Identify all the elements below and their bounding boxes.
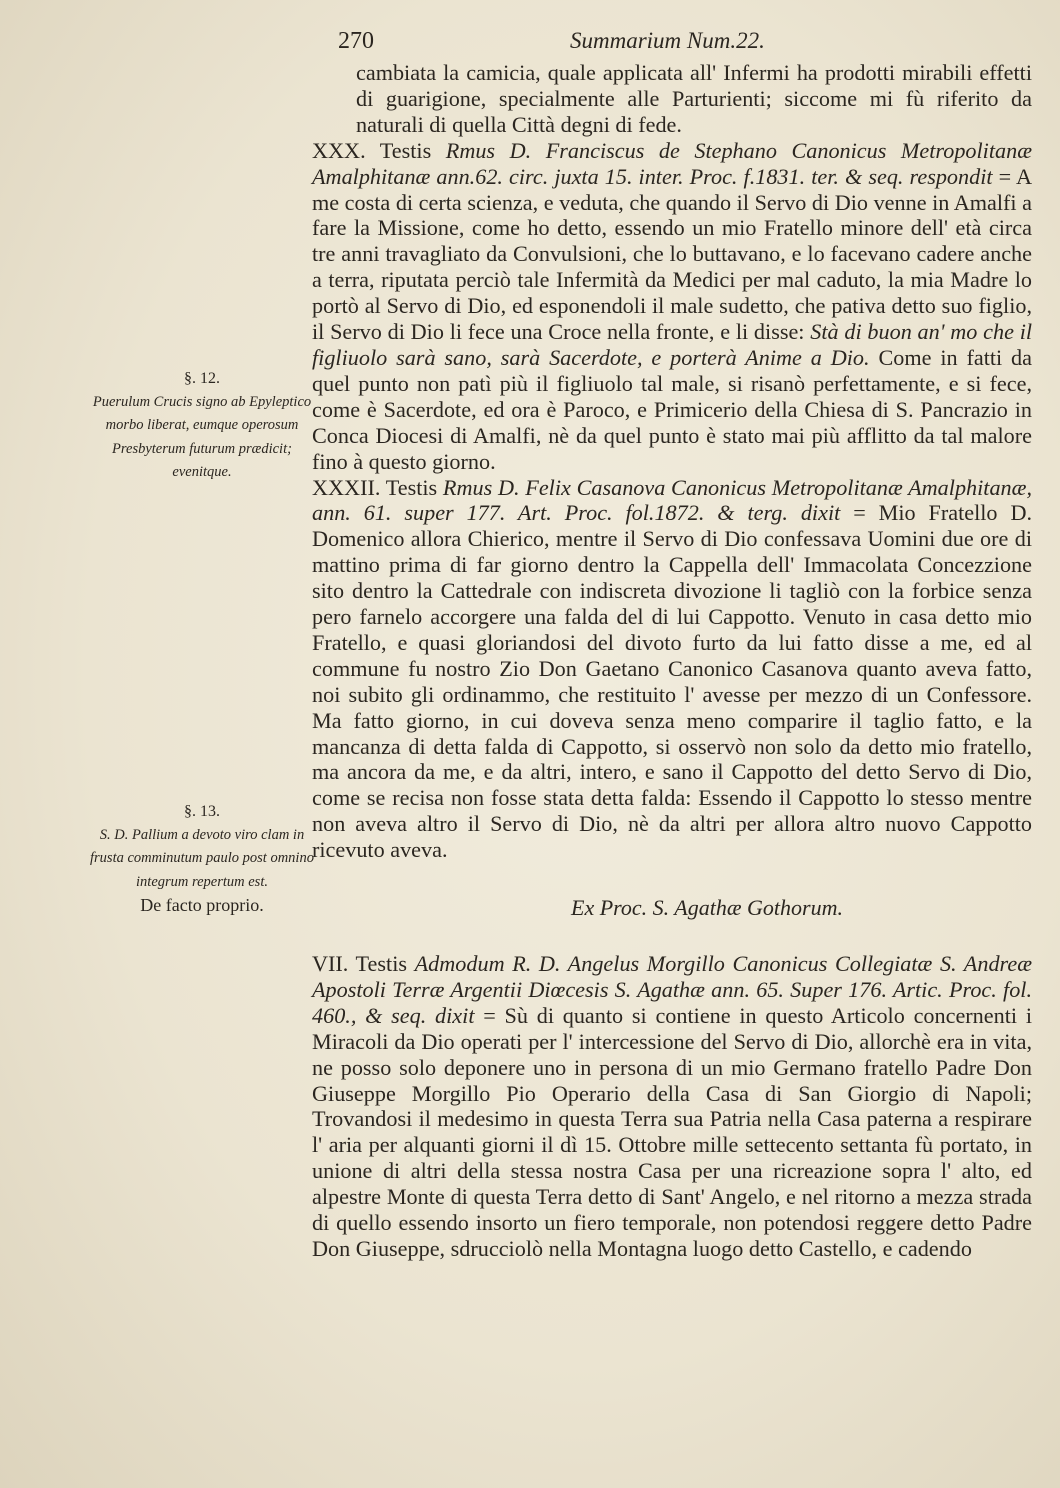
latin-citation: Rmus D. Felix Casanova Canonicus Metropolitanæ Amalphitanæ, ann. 61. super 177. Art. Proc. fol.1872. & terg. dixit xyxy=(312,474,1032,526)
margin-summary: S. D. Pallium a devoto viro clam in frusta comminutum paulo post omnino integrum repertum est. xyxy=(90,826,314,890)
margin-summary: Puerulum Crucis signo ab Epyleptico morbo liberat, eumque operosum Presbyterum futurum prædicit; evenitque. xyxy=(92,393,312,480)
quoted-prophecy: Stà di buon an' mo che il figliuolo sarà sano, sarà Sacerdote, e porterà Anime a Dio. xyxy=(312,319,1033,370)
testimony-xxx xyxy=(312,138,1032,475)
testis-label: XXXII. Testis xyxy=(312,474,438,500)
page-header xyxy=(338,26,1028,62)
testis-label: XXX. Testis xyxy=(312,137,432,163)
testis-label: VII. Testis xyxy=(312,951,408,976)
testimony-text: = Sù di quanto si contiene in questo Articolo concernenti i Miracoli da Dio operati per l' intercessione del Servo di Dio, allorchè era in vita, ne posso solo deponere uno in persona di un mio Germano fratello Padre Don Giuseppe Morgillo Pio Operario della Casa di San Giorgio di Napoli; Trovandosi il medesimo in questa Terra sua Patria nella Casa paterna a respirare l' aria per alquanti giorni il dì 15. Ottobre mille settecento settanta fù portato, in unione di altri della stessa nostra Casa per una ricreazione sopra l' alto, ed alpestre Monte di questa Terra detto di Sant' Angelo, e nel ritorno a mezza strada di quello essendo insorto un fiero temporale, non potendosi reggere detto Padre Don Giuseppe, sdrucciolò nella Montagna luogo detto Castello, e cadendo xyxy=(312,1002,1032,1261)
testimony-xxxii xyxy=(312,475,1032,864)
main-text-column xyxy=(312,60,1032,1262)
margin-note-13 xyxy=(84,800,320,918)
running-title: Summarium Num.22. xyxy=(570,28,765,53)
section-number: §. 12. xyxy=(184,370,220,387)
margin-source-note: De facto proprio. xyxy=(140,895,264,915)
section-subheading: Ex Proc. S. Agathæ Gothorum. xyxy=(571,895,843,921)
margin-note-12 xyxy=(84,367,320,485)
latin-citation: Rmus D. Franciscus de Stephano Canonicus Metropolitanæ Amalphitanæ ann.62. circ. juxta 15. inter. Proc. f.1831. ter. & seq. respondit xyxy=(312,137,1032,189)
paragraph-continuation: cambiata la camicia, quale applicata all' Infermi ha prodotti mirabili effetti di guarigione, specialmente alle Parturienti; siccome mi fù riferito da naturali di quella Città degni di fede. xyxy=(356,60,1032,137)
testimony-text: = Mio Fratello D. Domenico allora Chierico, mentre il Servo di Dio confessava Uomini due ore di mattino prima di far giorno dentro la Cappella dell' Immacolata Concezzione sito dentro la Cattedrale con indiscreta divozione li tagliò con la forbice senza pero farnelo accorgere una falda del di lui Cappotto. Venuto in casa detto mio Fratello, e quasi gloriandosi del divoto furto da lui fatto disse a me, ed al commune fu nostro Zio Don Gaetano Canonico Casanova quanto aveva fatto, noi subito gli ordinammo, che restituito l' avesse per mezzo di un Confessore. Ma fatto giorno, in cui doveva senza meno comparire il taglio fatto, e la mancanza di detta falda di Cappotto, si osservò non solo da detto mio fratello, ma ancora da me, e da altri, intero, e sano il Cappotto del detto Servo di Dio, come se recisa non fosse stata detta falda: Essendo il Cappotto lo stesso mentre non aveva altro il Servo di Dio, nè da altri per allora altro nuovo Cappotto ricevuto aveva. xyxy=(312,500,1033,863)
latin-citation: Admodum R. D. Angelus Morgillo Canonicus Collegiatæ S. Andreæ Apostoli Terræ Argentii Diœcesis S. Agathæ ann. 65. Super 176. Artic. Proc. fol. 460., & seq. dixit xyxy=(312,951,1033,1028)
testimony-text: = A me costa di certa scienza, e veduta, che quando il Servo di Dio venne in Amalfi a fare la Missione, come ho detto, essendo un mio Fratello minore dell' età circa tre anni travagliato da Convulsioni, che lo buttavano, e lo facevano cadere anche a terra, riputata perciò tale Infermità da Medici per mal caduto, la mia Madre lo portò al Servo di Dio, ed esponendoli il male sudetto, che pativa detto suo figlio, il Servo di Dio li fece una Croce nella fronte, e li disse: xyxy=(312,163,1033,345)
testimony-text-continued: Come in fatti da quel punto non patì più il figliuolo tal male, si risanò perfettamente, e si fece, come è Sacerdote, ed ora è Paroco, e Primicerio della Chiesa di S. Pancrazio in Conca Diocesi di Amalfi, nè da quel punto è stato mai più afflitto da tal malore fino à questo giorno. xyxy=(312,344,1033,474)
page-number: 270 xyxy=(338,28,374,54)
testimony-vii xyxy=(312,951,1032,1262)
section-number: §. 13. xyxy=(184,803,220,820)
